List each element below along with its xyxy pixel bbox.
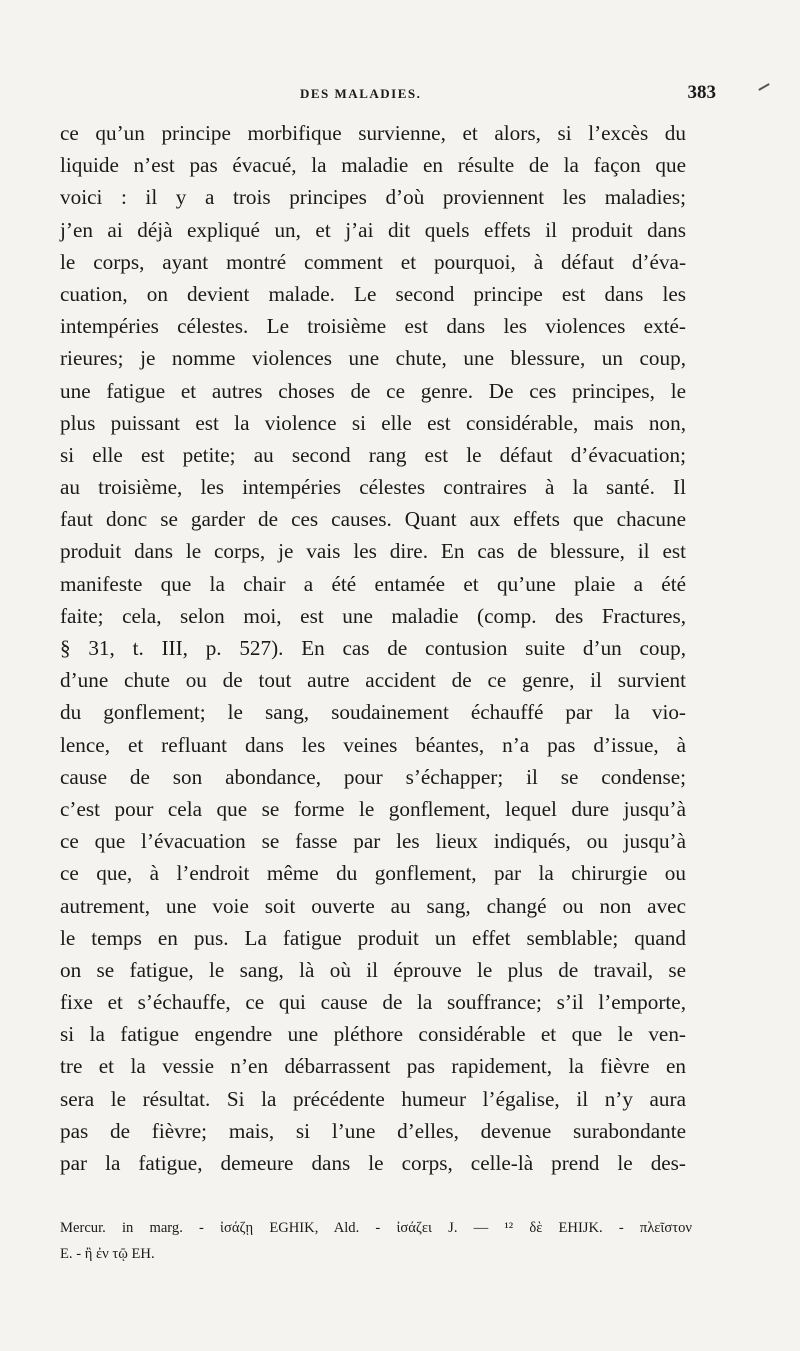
- text-line: si elle est petite; au second rang est le défaut d’évacuation;: [60, 442, 686, 467]
- text-line: ce que, à l’endroit même du gonflement, par la chirurgie ou: [60, 861, 686, 886]
- text-line: du gonflement; le sang, soudainement échauffé par la vio-: [60, 700, 686, 725]
- text-line: intempéries célestes. Le troisième est dans les violences exté-: [60, 314, 686, 339]
- text-line: plus puissant est la violence si elle est considérable, mais non,: [60, 410, 686, 435]
- text-line: sera le résultat. Si la précédente humeur l’égalise, il n’y aura: [60, 1086, 686, 1111]
- page-number: 383: [687, 82, 716, 103]
- text-line: produit dans le corps, je vais les dire. En cas de blessure, il est: [60, 539, 686, 564]
- footnote-line: Mercur. in marg. - ἰσάζῃ EGHIK, Ald. - ἰσάζει J. — ¹² δὲ EHIJK. - πλεῖστον: [60, 1220, 692, 1236]
- text-line: le temps en pus. La fatigue produit un effet semblable; quand: [60, 925, 686, 950]
- text-line: fixe et s’échauffe, ce qui cause de la souffrance; s’il l’emporte,: [60, 990, 686, 1015]
- text-line: rieures; je nomme violences une chute, une blessure, un coup,: [60, 346, 686, 371]
- text-line: une fatigue et autres choses de ce genre. De ces principes, le: [60, 378, 686, 403]
- text-line: ce qu’un principe morbifique survienne, et alors, si l’excès du: [60, 121, 686, 145]
- text-line: par la fatigue, demeure dans le corps, celle-là prend le des-: [60, 1151, 686, 1175]
- body-text: [60, 117, 686, 1179]
- footnote-line: E. - ἢ ἐν τῷ EH.: [60, 1246, 155, 1262]
- text-line: tre et la vessie n’en débarrassent pas rapidement, la fièvre en: [60, 1054, 686, 1079]
- text-line: si la fatigue engendre une pléthore considérable et que le ven-: [60, 1022, 686, 1047]
- page-header: [300, 82, 716, 112]
- text-line: manifeste que la chair a été entamée et qu’une plaie a été: [60, 571, 686, 596]
- text-line: autrement, une voie soit ouverte au sang, changé ou non avec: [60, 893, 686, 918]
- text-line: lence, et refluant dans les veines béantes, n’a pas d’issue, à: [60, 732, 686, 757]
- text-line: j’en ai déjà expliqué un, et j’ai dit quels effets il produit dans: [60, 217, 686, 242]
- text-line: d’une chute ou de tout autre accident de ce genre, il survient: [60, 668, 686, 693]
- text-line: au troisième, les intempéries célestes contraires à la santé. Il: [60, 475, 686, 500]
- text-line: faite; cela, selon moi, est une maladie (comp. des Fractures,: [60, 603, 686, 628]
- text-line: ce que l’évacuation se fasse par les lieux indiqués, ou jusqu’à: [60, 829, 686, 854]
- footnotes: [60, 1215, 692, 1267]
- text-line: on se fatigue, le sang, là où il éprouve le plus de travail, se: [60, 957, 686, 982]
- text-line: cause de son abondance, pour s’échapper; il se condense;: [60, 764, 686, 789]
- running-title: DES MALADIES.: [300, 86, 422, 101]
- text-line: le corps, ayant montré comment et pourquoi, à défaut d’éva-: [60, 249, 686, 274]
- text-line: c’est pour cela que se forme le gonflement, lequel dure jusqu’à: [60, 796, 686, 821]
- text-line: voici : il y a trois principes d’où proviennent les maladies;: [60, 185, 686, 210]
- text-line: cuation, on devient malade. Le second principe est dans les: [60, 281, 686, 306]
- text-line: § 31, t. III, p. 527). En cas de contusion suite d’un coup,: [60, 636, 686, 660]
- page-edge-mark: [758, 83, 769, 91]
- text-line: faut donc se garder de ces causes. Quant aux effets que chacune: [60, 507, 686, 532]
- text-line: pas de fièvre; mais, si l’une d’elles, devenue surabondante: [60, 1118, 686, 1143]
- text-line: liquide n’est pas évacué, la maladie en résulte de la façon que: [60, 153, 686, 178]
